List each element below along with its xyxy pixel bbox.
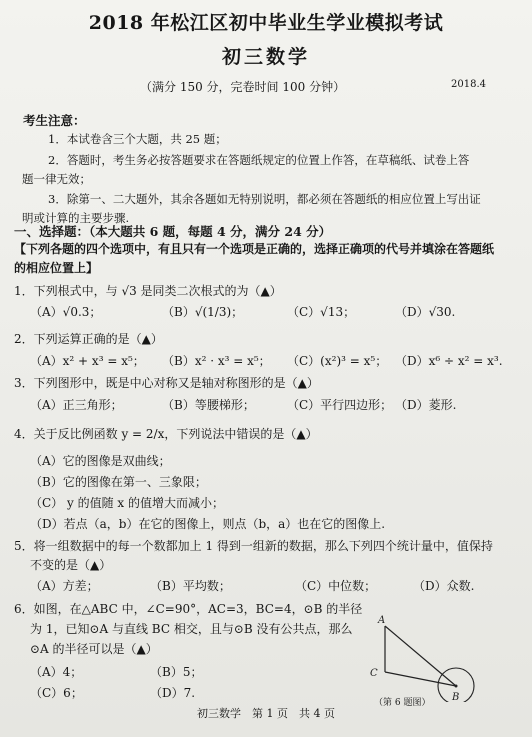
q5-stem-1: 5．将一组数据中的每一个数都加上 1 得到一组新的数据，那么下列四个统计量中，值保持 <box>14 539 493 553</box>
label-b: B <box>452 692 460 702</box>
q2-option-a: （A）x² + x³ = x⁵； <box>30 354 145 368</box>
notice-heading: 考生注意： <box>23 113 86 128</box>
q6-option-b: （B）5； <box>150 665 203 679</box>
q3-option-d: （D）菱形. <box>395 398 457 412</box>
q1-option-a: （A）√0.3； <box>30 305 102 319</box>
q6-option-c: （C）6； <box>30 686 83 700</box>
q6-stem-2: 为 1，已知⊙A 与直线 BC 相交，且与⊙B 没有公共点，那么 <box>30 622 353 636</box>
side-bc <box>385 672 456 686</box>
section-instruction-2: 的相应位置上】 <box>14 261 99 275</box>
q6-stem-1: 6．如图，在△ABC 中，∠C=90°，AC=3，BC=4，⊙B 的半径 <box>14 602 363 616</box>
notice-item-2a: 2．答题时，考生务必按答题要求在答题纸规定的位置上作答，在草稿纸、试卷上答 <box>48 153 470 167</box>
notice-item-1: 1．本试卷含三个大题，共 25 题； <box>48 132 227 146</box>
exam-date: 2018.4 <box>451 79 486 90</box>
q3-stem: 3．下列图形中，既是中心对称又是轴对称图形的是（▲） <box>14 376 319 390</box>
q5-stem-2: 不变的是（▲） <box>30 558 112 572</box>
q2-stem: 2．下列运算正确的是（▲） <box>14 332 163 346</box>
exam-subject: 初三数学 <box>221 46 310 68</box>
q4-option-c: （C） y 的值随 x 的值增大而减小； <box>30 496 224 510</box>
q4-option-d: （D）若点（a，b）在它的图像上，则点（b，a）也在它的图像上. <box>30 517 386 531</box>
notice-item-2b: 题一律无效； <box>22 172 91 186</box>
q1-option-c: （C）√13； <box>287 305 356 319</box>
q1-option-d: （D）√30. <box>395 305 456 319</box>
q4-option-a: （A）它的图像是双曲线； <box>30 454 171 468</box>
q6-figure-caption: （第 6 题图） <box>374 698 431 708</box>
q6-stem-3: ⊙A 的半径可以是（▲） <box>30 642 158 656</box>
q1-option-b: （B）√(1/3)； <box>162 305 244 319</box>
label-c: C <box>370 668 378 679</box>
q1-stem: 1．下列根式中，与 √3 是同类二次根式的为（▲） <box>14 284 282 298</box>
q2-option-d: （D）x⁶ ÷ x² = x³. <box>395 354 503 368</box>
label-a: A <box>378 615 386 626</box>
q5-option-a: （A）方差； <box>30 579 99 593</box>
notice-item-3b: 明或计算的主要步骤. <box>22 211 130 225</box>
notice-item-3a: 3．除第一、二大题外，其余各题如无特别说明，都必须在答题纸的相应位置上写出证 <box>48 192 481 206</box>
q5-option-c: （C）中位数； <box>295 579 377 593</box>
side-ab <box>385 626 456 686</box>
section-instruction-1: 【下列各题的四个选项中，有且只有一个选项是正确的，选择正确项的代号并填涂在答题纸 <box>14 242 495 256</box>
q4-stem: 4．关于反比例函数 y = 2/x，下列说法中错误的是（▲） <box>14 427 318 441</box>
q6-triangle-figure <box>360 612 490 702</box>
exam-fullscore: （满分 150 分，完卷时间 100 分钟） <box>140 80 346 94</box>
q4-option-b: （B）它的图像在第一、三象限； <box>30 475 207 489</box>
q2-option-b: （B）x² · x³ = x⁵； <box>162 354 271 368</box>
q3-option-c: （C）平行四边形； <box>287 398 393 412</box>
q3-option-b: （B）等腰梯形； <box>162 398 255 412</box>
q5-option-b: （B）平均数； <box>150 579 231 593</box>
section-heading: 一、选择题：（本大题共 6 题，每题 4 分，满分 24 分） <box>14 224 332 239</box>
q6-option-d: （D）7. <box>150 686 196 700</box>
point-b <box>455 685 458 688</box>
q6-option-a: （A）4； <box>30 665 83 679</box>
q2-option-c: （C）(x²)³ = x⁵； <box>287 354 388 368</box>
q3-option-a: （A）正三角形； <box>30 398 123 412</box>
page-footer: 初三数学 第 1 页 共 4 页 <box>197 707 335 720</box>
exam-title: 2018 年松江区初中毕业生学业模拟考试 <box>88 12 444 34</box>
q5-option-d: （D）众数. <box>413 579 475 593</box>
